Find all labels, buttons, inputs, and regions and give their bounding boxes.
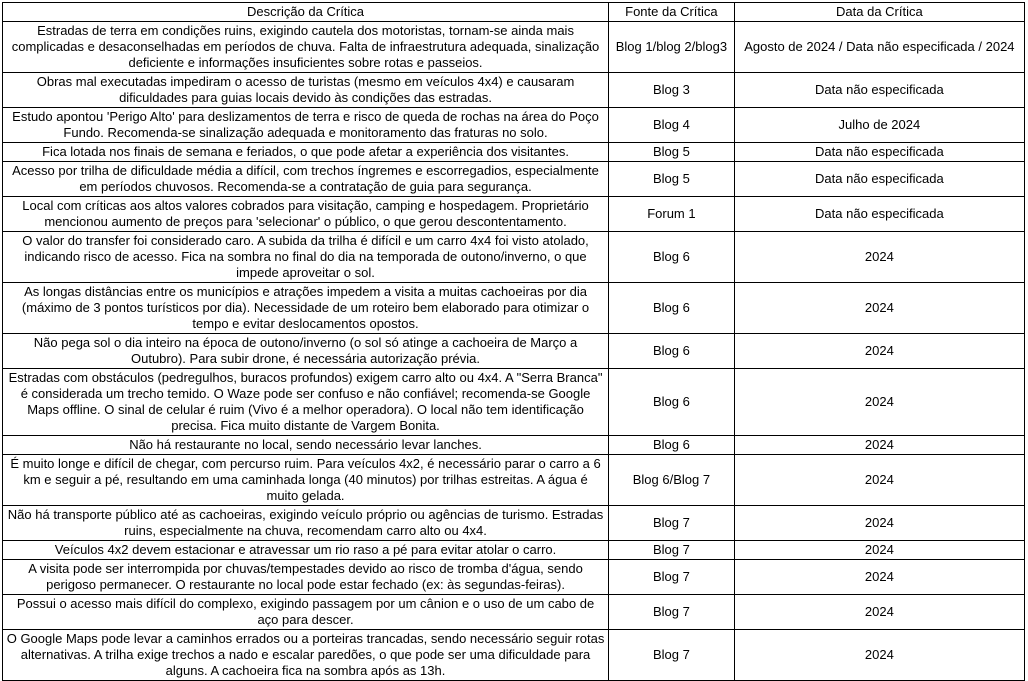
cell-fonte: Blog 7: [609, 560, 735, 595]
cell-fonte: Blog 6: [609, 334, 735, 369]
cell-data: 2024: [734, 541, 1024, 560]
cell-descricao: Local com críticas aos altos valores cobrados para visitação, camping e hospedagem. Proprietário mencionou aumento de preços para 'selecionar' o público, o que gerou descontentamento.: [3, 197, 609, 232]
cell-descricao: Veículos 4x2 devem estacionar e atravessar um rio raso a pé para evitar atolar o carro.: [3, 541, 609, 560]
cell-data: 2024: [734, 232, 1024, 283]
table-row: [3, 108, 1025, 143]
cell-descricao: Não há transporte público até as cachoeiras, exigindo veículo próprio ou agências de turismo. Estradas ruins, especialmente na chuva, recomendam carro alto ou 4x4.: [3, 506, 609, 541]
column-header-fonte: Fonte da Crítica: [609, 3, 735, 22]
table-body: [3, 22, 1025, 681]
cell-data: 2024: [734, 455, 1024, 506]
table-row: [3, 506, 1025, 541]
cell-fonte: Blog 5: [609, 162, 735, 197]
table-row: [3, 73, 1025, 108]
cell-descricao: Obras mal executadas impediram o acesso de turistas (mesmo em veículos 4x4) e causaram dificuldades para guias locais devido às condições das estradas.: [3, 73, 609, 108]
cell-descricao: Fica lotada nos finais de semana e feriados, o que pode afetar a experiência dos visitantes.: [3, 143, 609, 162]
table-row: [3, 436, 1025, 455]
table-row: [3, 630, 1025, 681]
cell-fonte: Blog 1/blog 2/blog3: [609, 22, 735, 73]
cell-descricao: As longas distâncias entre os municípios e atrações impedem a visita a muitas cachoeiras por dia (máximo de 3 pontos turísticos por dia). Necessidade de um roteiro bem elaborado para otimizar o tempo e evitar deslocamentos opostos.: [3, 283, 609, 334]
cell-fonte: Blog 6/Blog 7: [609, 455, 735, 506]
cell-fonte: Blog 4: [609, 108, 735, 143]
cell-data: Data não especificada: [734, 162, 1024, 197]
table-header: [3, 3, 1025, 22]
cell-descricao: A visita pode ser interrompida por chuvas/tempestades devido ao risco de tromba d'água, sendo perigoso permanecer. O restaurante no local pode estar fechado (ex: às segundas-feiras).: [3, 560, 609, 595]
table-row: [3, 560, 1025, 595]
table-row: [3, 283, 1025, 334]
cell-descricao: Não há restaurante no local, sendo necessário levar lanches.: [3, 436, 609, 455]
cell-descricao: O valor do transfer foi considerado caro. A subida da trilha é difícil e um carro 4x4 foi visto atolado, indicando risco de acesso. Fica na sombra no final do dia na temporada de outono/inverno, o que impede aproveitar o sol.: [3, 232, 609, 283]
cell-descricao: Possui o acesso mais difícil do complexo, exigindo passagem por um cânion e o uso de um cabo de aço para descer.: [3, 595, 609, 630]
table-row: [3, 455, 1025, 506]
cell-data: 2024: [734, 595, 1024, 630]
cell-fonte: Blog 6: [609, 369, 735, 436]
cell-fonte: Blog 7: [609, 595, 735, 630]
cell-fonte: Blog 7: [609, 541, 735, 560]
table-row: [3, 162, 1025, 197]
cell-data: Agosto de 2024 / Data não especificada / 2024: [734, 22, 1024, 73]
table-row: [3, 143, 1025, 162]
cell-data: Julho de 2024: [734, 108, 1024, 143]
table-row: [3, 369, 1025, 436]
cell-data: 2024: [734, 334, 1024, 369]
cell-data: 2024: [734, 436, 1024, 455]
column-header-data: Data da Crítica: [734, 3, 1024, 22]
cell-fonte: Blog 6: [609, 283, 735, 334]
table-row: [3, 22, 1025, 73]
table-row: [3, 197, 1025, 232]
cell-descricao: Estradas com obstáculos (pedregulhos, buracos profundos) exigem carro alto ou 4x4. A "Serra Branca" é considerada um trecho temido. O Waze pode ser confuso e não confiável; recomenda-se Google Maps offline. O sinal de celular é ruim (Vivo é a melhor operadora). O local não tem identificação precisa. Fica muito distante de Vargem Bonita.: [3, 369, 609, 436]
cell-data: Data não especificada: [734, 143, 1024, 162]
cell-descricao: Estradas de terra em condições ruins, exigindo cautela dos motoristas, tornam-se ainda mais complicadas e desaconselhadas em períodos de chuva. Falta de infraestrutura adequada, sinalização deficiente e informações insuficientes sobre rotas e passeios.: [3, 22, 609, 73]
cell-data: 2024: [734, 560, 1024, 595]
cell-data: 2024: [734, 630, 1024, 681]
cell-fonte: Blog 7: [609, 630, 735, 681]
cell-fonte: Blog 6: [609, 232, 735, 283]
cell-fonte: Blog 6: [609, 436, 735, 455]
cell-data: 2024: [734, 506, 1024, 541]
cell-fonte: Blog 3: [609, 73, 735, 108]
cell-descricao: Estudo apontou 'Perigo Alto' para deslizamentos de terra e risco de queda de rochas na área do Poço Fundo. Recomenda-se sinalização adequada e monitoramento das fraturas no solo.: [3, 108, 609, 143]
cell-descricao: Não pega sol o dia inteiro na época de outono/inverno (o sol só atinge a cachoeira de Março a Outubro). Para subir drone, é necessária autorização prévia.: [3, 334, 609, 369]
header-row: [3, 3, 1025, 22]
criticas-table: [2, 2, 1025, 681]
cell-descricao: O Google Maps pode levar a caminhos errados ou a porteiras trancadas, sendo necessário seguir rotas alternativas. A trilha exige trechos a nado e escalar paredões, o que pode ser uma dificuldade para alguns. A cachoeira fica na sombra após as 13h.: [3, 630, 609, 681]
table-row: [3, 595, 1025, 630]
cell-fonte: Blog 7: [609, 506, 735, 541]
table-row: [3, 334, 1025, 369]
cell-data: 2024: [734, 283, 1024, 334]
cell-fonte: Forum 1: [609, 197, 735, 232]
cell-data: Data não especificada: [734, 197, 1024, 232]
table-row: [3, 541, 1025, 560]
column-header-descricao: Descrição da Crítica: [3, 3, 609, 22]
cell-data: 2024: [734, 369, 1024, 436]
cell-fonte: Blog 5: [609, 143, 735, 162]
cell-descricao: Acesso por trilha de dificuldade média a difícil, com trechos íngremes e escorregadios, especialmente em períodos chuvosos. Recomenda-se a contratação de guia para segurança.: [3, 162, 609, 197]
cell-data: Data não especificada: [734, 73, 1024, 108]
cell-descricao: É muito longe e difícil de chegar, com percurso ruim. Para veículos 4x2, é necessário parar o carro a 6 km e seguir a pé, resultando em uma caminhada longa (40 minutos) por trilhas estreitas. A água é muito gelada.: [3, 455, 609, 506]
table-row: [3, 232, 1025, 283]
